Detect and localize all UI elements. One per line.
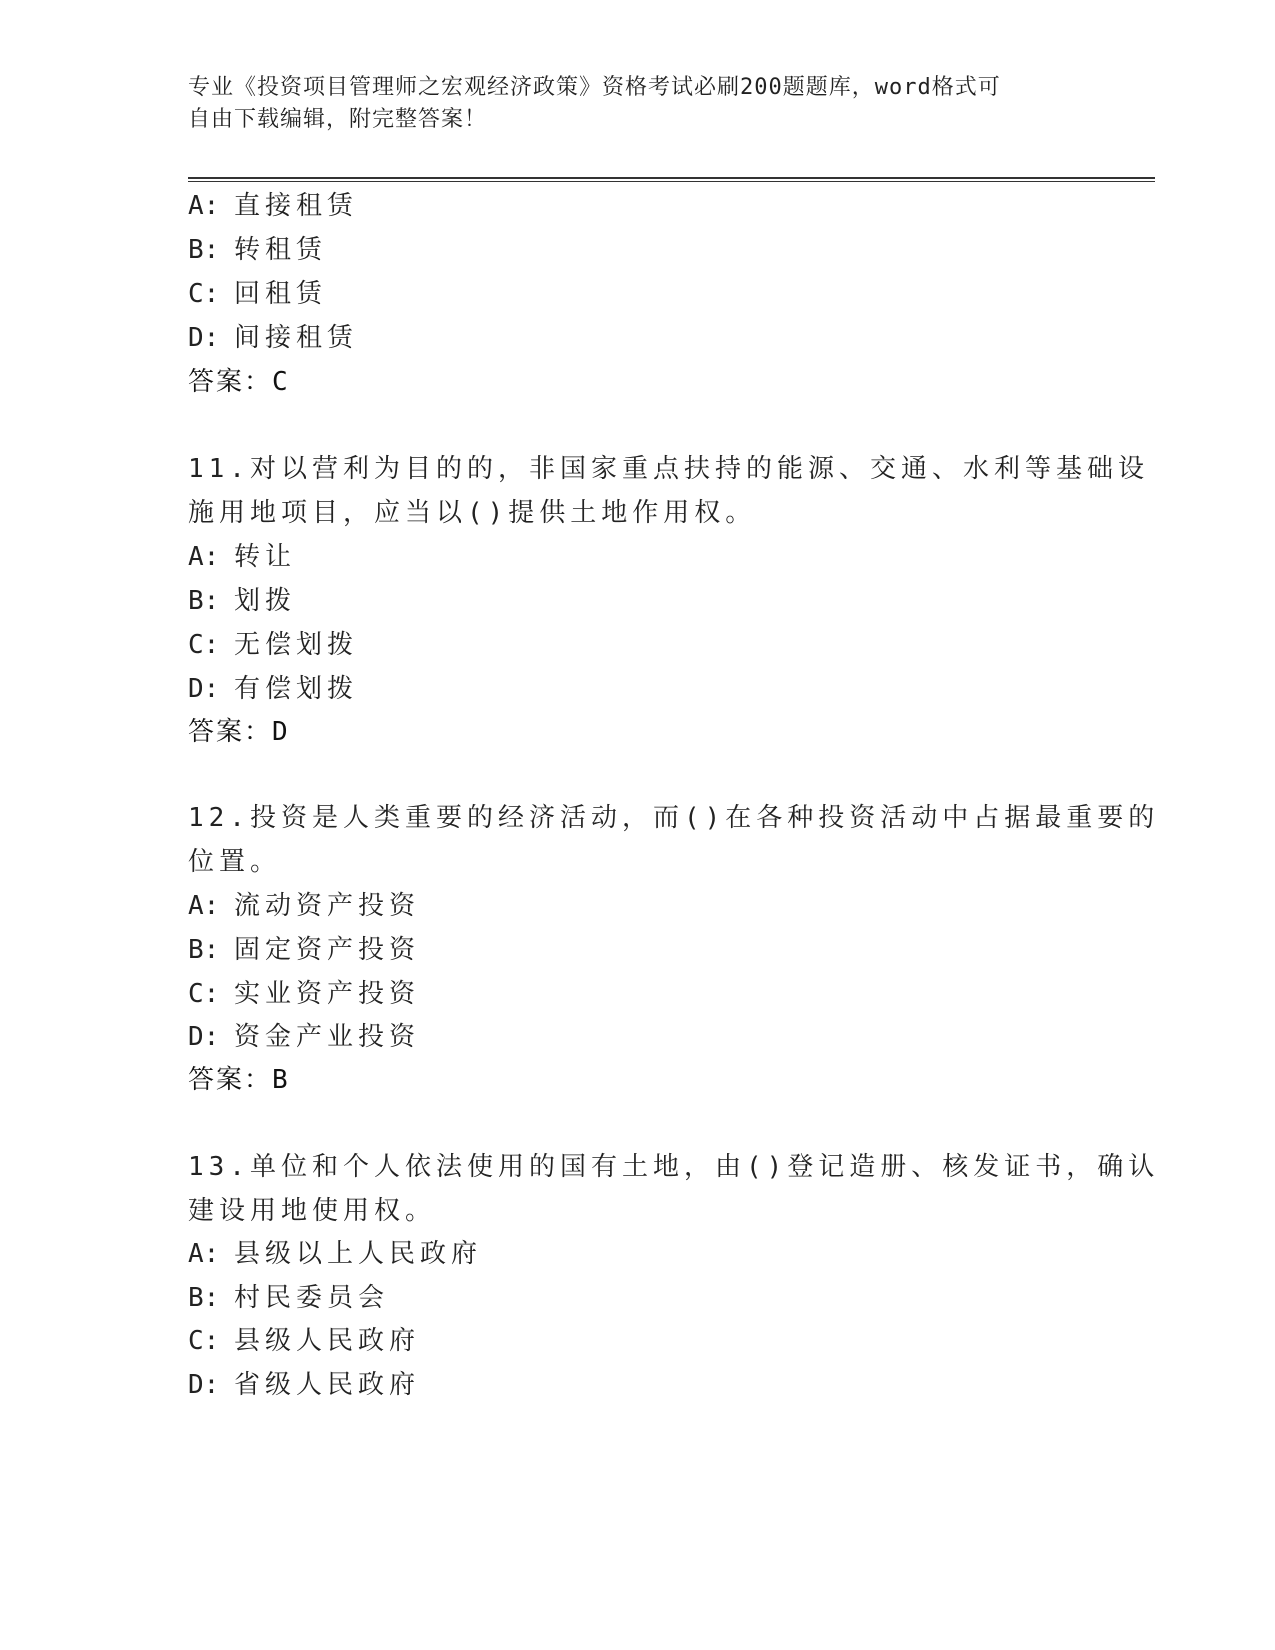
- q11-stem-line-1: 11.对以营利为目的的，非国家重点扶持的能源、交通、水利等基础设: [188, 454, 1149, 484]
- q13-option-c: C: 县级人民政府: [188, 1326, 421, 1356]
- q10-option-b: B: 转租赁: [188, 235, 328, 265]
- header-divider: [188, 177, 1155, 182]
- q11-option-c: C: 无偿划拨: [188, 630, 359, 660]
- q11-option-b: B: 划拨: [188, 586, 297, 616]
- document-header: [188, 72, 1068, 136]
- q12-stem-line-2: 位置。: [188, 847, 282, 877]
- q11-stem-line-2: 施用地项目，应当以()提供土地作用权。: [188, 498, 757, 528]
- q10-option-c: C: 回租赁: [188, 279, 328, 309]
- q13-option-d: D: 省级人民政府: [188, 1370, 421, 1400]
- q12-option-c: C: 实业资产投资: [188, 979, 421, 1009]
- q12-option-a: A: 流动资产投资: [188, 891, 421, 921]
- q12-answer: 答案：B: [188, 1065, 288, 1095]
- q13-stem-line-1: 13.单位和个人依法使用的国有土地，由()登记造册、核发证书，确认: [188, 1152, 1160, 1182]
- q10-answer: 答案：C: [188, 367, 288, 397]
- q10-option-d: D: 间接租赁: [188, 323, 359, 353]
- q12-stem-line-1: 12.投资是人类重要的经济活动，而()在各种投资活动中占据最重要的: [188, 803, 1160, 833]
- header-line-1: 专业《投资项目管理师之宏观经济政策》资格考试必刷200题题库，word格式可: [188, 75, 1001, 100]
- q13-option-b: B: 村民委员会: [188, 1283, 390, 1313]
- q12-option-b: B: 固定资产投资: [188, 935, 421, 965]
- q11-answer: 答案：D: [188, 717, 288, 747]
- q12-option-d: D: 资金产业投资: [188, 1022, 421, 1052]
- q11-option-a: A: 转让: [188, 542, 297, 572]
- q11-option-d: D: 有偿划拨: [188, 674, 359, 704]
- q13-option-a: A: 县级以上人民政府: [188, 1239, 483, 1269]
- q13-stem-line-2: 建设用地使用权。: [188, 1196, 437, 1226]
- q10-option-a: A: 直接租赁: [188, 191, 359, 221]
- header-line-2: 自由下载编辑，附完整答案！: [188, 107, 488, 132]
